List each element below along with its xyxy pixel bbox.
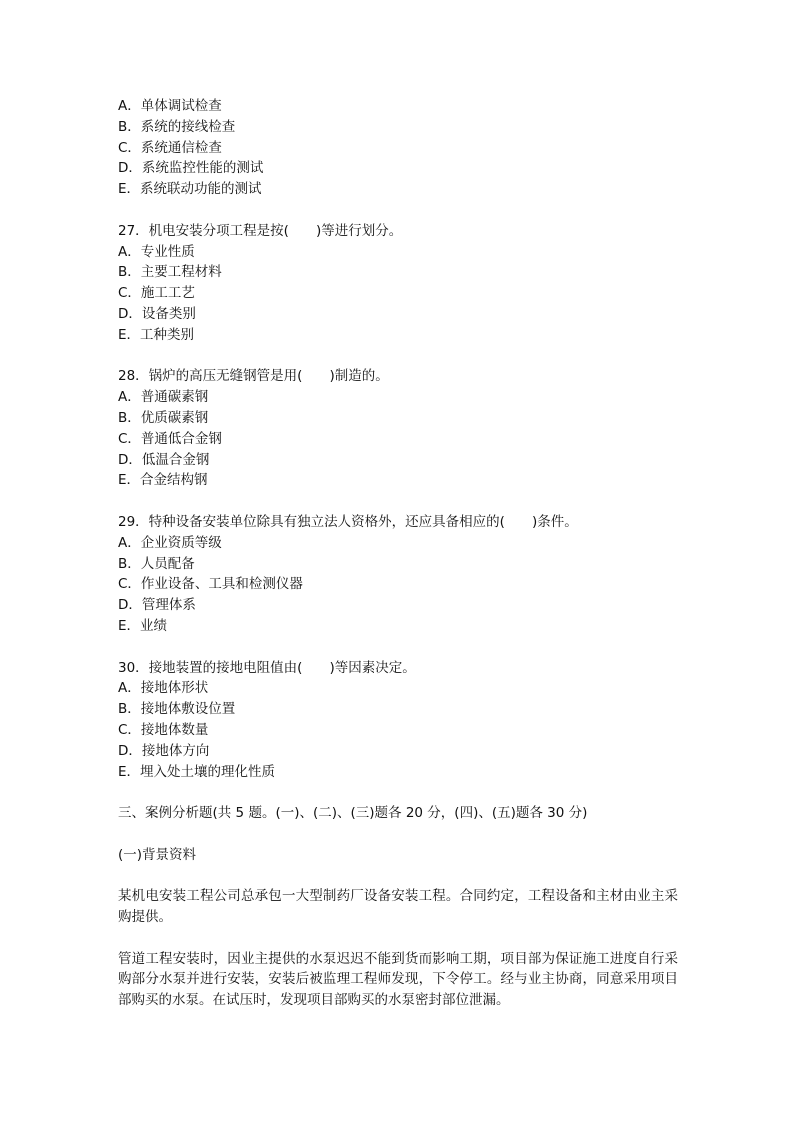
option-b: B．接地体敷设位置 bbox=[118, 701, 236, 718]
question-stem: 27．机电安装分项工程是按( )等进行划分。 bbox=[118, 222, 403, 239]
option-d: D．设备类别 bbox=[118, 305, 196, 322]
question-stem: 29．特种设备安装单位除具有独立法人资格外，还应具备相应的( )条件。 bbox=[118, 513, 578, 530]
option-a: A．接地体形状 bbox=[118, 680, 209, 697]
document-content bbox=[118, 96, 678, 1011]
question-28 bbox=[118, 366, 678, 491]
option-a: A．单体调试检查 bbox=[118, 98, 222, 114]
option-e: E．系统联动功能的测试 bbox=[118, 181, 262, 198]
option-b: B．系统的接线检查 bbox=[118, 118, 236, 135]
option-c: C．系统通信检查 bbox=[118, 139, 222, 156]
option-d: D．低温合金钢 bbox=[118, 451, 210, 468]
option-e: E．业绩 bbox=[118, 617, 168, 634]
option-b: B．人员配备 bbox=[118, 555, 195, 572]
option-b: B．主要工程材料 bbox=[118, 264, 222, 281]
option-d: D．系统监控性能的测试 bbox=[118, 160, 264, 177]
option-c: C．普通低合金钢 bbox=[118, 430, 222, 447]
question-27 bbox=[118, 221, 678, 346]
question-stem: 30．接地装置的接地电阻值由( )等因素决定。 bbox=[118, 659, 416, 676]
question-29 bbox=[118, 512, 678, 637]
option-e: E．埋入处土壤的理化性质 bbox=[118, 763, 276, 780]
option-c: C．作业设备、工具和检测仪器 bbox=[118, 576, 303, 593]
option-a: A．企业资质等级 bbox=[118, 534, 222, 551]
question-stem: 28．锅炉的高压无缝钢管是用( )制造的。 bbox=[118, 368, 389, 385]
question-30 bbox=[118, 658, 678, 783]
section-heading: 三、案例分析题(共 5 题。(一)、(二)、(三)题各 20 分，(四)、(五)题各 30 分) bbox=[118, 805, 588, 822]
option-b: B．优质碳素钢 bbox=[118, 409, 209, 426]
option-d: D．接地体方向 bbox=[118, 742, 210, 759]
background-paragraph-1: 某机电安装工程公司总承包一大型制药厂设备安装工程。合同约定，工程设备和主材由业主采购提供。 bbox=[118, 888, 678, 926]
question-26-options bbox=[118, 96, 678, 200]
option-e: E．合金结构钢 bbox=[118, 472, 208, 489]
case-title: (一)背景资料 bbox=[118, 846, 197, 863]
option-d: D．管理体系 bbox=[118, 597, 196, 614]
option-c: C．接地体数量 bbox=[118, 721, 209, 738]
option-e: E．工种类别 bbox=[118, 326, 195, 343]
option-a: A．专业性质 bbox=[118, 243, 195, 260]
option-a: A．普通碳素钢 bbox=[118, 389, 209, 406]
background-paragraph-2: 管道工程安装时，因业主提供的水泵迟迟不能到货而影响工期，项目部为保证施工进度自行采购部分水泵并进行安装，安装后被监理工程师发现，下令停工。经与业主协商，同意采用项目部购买的水泵。在试压时，发现项目部购买的水泵密封部位泄漏。 bbox=[118, 950, 678, 1009]
option-c: C．施工工艺 bbox=[118, 285, 195, 302]
